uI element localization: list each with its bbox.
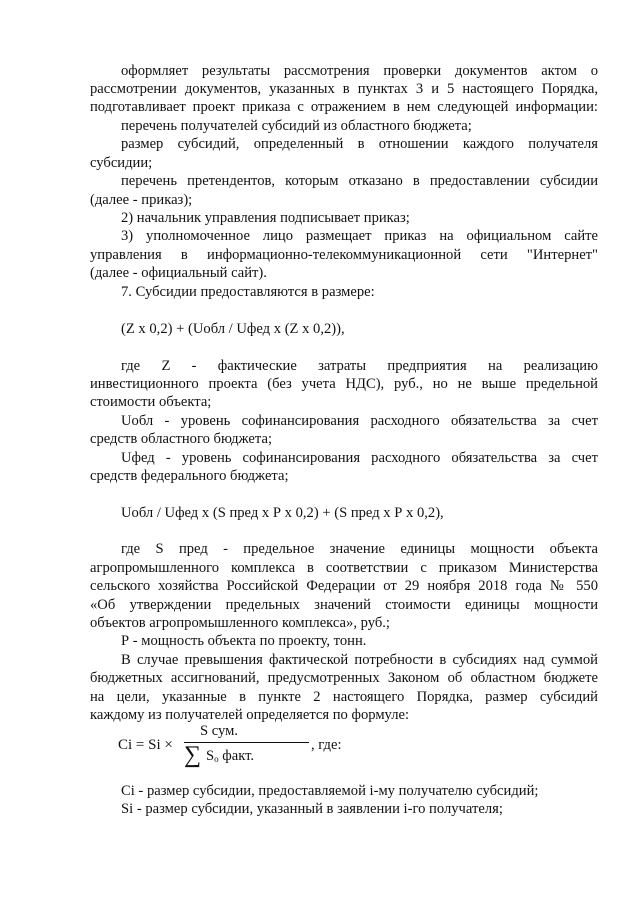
text-line: каждому из получателей определяется по формуле:: [90, 707, 410, 723]
text-line: субсидии;: [90, 155, 153, 171]
formula-line: (Z х 0,2) + (Uобл / Uфед х (Z х 0,2)),: [121, 321, 345, 337]
text-line: где S пред - предельное значение единицы мощности объекта: [121, 541, 598, 557]
formula-tail: , где:: [311, 737, 342, 753]
fraction-formula: [118, 722, 418, 772]
text-line: управления в информационно-телекоммуникационной сети "Интернет": [90, 247, 598, 263]
text-line: 2) начальник управления подписывает приказ;: [121, 210, 410, 226]
formula-denominator: Sо факт.: [206, 748, 255, 764]
text-line: Uобл - уровень софинансирования расходного обязательства за счет: [121, 413, 598, 429]
text-line: Ci - размер субсидии, предоставляемой i-му получателю субсидий;: [121, 783, 539, 799]
text-line: рассмотрении документов, указанных в пунктах 3 и 5 настоящего Порядка,: [90, 81, 598, 97]
text-line: объектов агропромышленного комплекса», руб.;: [90, 615, 390, 631]
text-line: 3) уполномоченное лицо размещает приказ на официальном сайте: [121, 228, 598, 244]
text-line: перечень получателей субсидий из областного бюджета;: [121, 118, 472, 134]
text-line: (далее - официальный сайт).: [90, 265, 267, 281]
text-line: «Об утверждении предельных значений стоимости единицы мощности: [90, 597, 598, 613]
text-line: Si - размер субсидии, указанный в заявлении i-го получателя;: [121, 801, 503, 817]
text-line: стоимости объекта;: [90, 394, 212, 410]
text-line: инвестиционного проекта (без учета НДС), руб., но не выше предельной: [90, 376, 598, 392]
text-line: средств областного бюджета;: [90, 431, 272, 447]
text-line: средств федерального бюджета;: [90, 468, 289, 484]
text-line: размер субсидий, определенный в отношении каждого получателя: [121, 136, 598, 152]
formula-numerator: S сум.: [200, 723, 239, 739]
text-line: где Z - фактические затраты предприятия на реализацию: [121, 358, 598, 374]
text-line: Uфед - уровень софинансирования расходного обязательства за счет: [121, 450, 598, 466]
text-line: сельского хозяйства Российской Федерации от 29 ноября 2018 года № 550: [90, 578, 598, 594]
text-line: перечень претендентов, которым отказано в предоставлении субсидии: [121, 173, 598, 189]
text-line: подготавливает проект приказа с отражением в нем следующей информации:: [90, 99, 598, 115]
formula-line: Uобл / Uфед х (S пред х Р х 0,2) + (S пред х Р х 0,2),: [121, 505, 444, 521]
formula-left: Ci = Si ×: [118, 737, 173, 753]
text-line: агропромышленного комплекса в соответствии с приказом Министерства: [90, 560, 598, 576]
text-line: на цели, указанные в пункте 2 настоящего Порядка, размер субсидий: [90, 689, 598, 705]
text-line: В случае превышения фактической потребности в субсидиях над суммой: [121, 652, 598, 668]
fraction-bar: [184, 742, 309, 743]
text-line: Р - мощность объекта по проекту, тонн.: [121, 633, 367, 649]
sum-sign: ∑: [184, 742, 202, 768]
text-line: (далее - приказ);: [90, 192, 193, 208]
text-line: бюджетных ассигнований, предусмотренных Законом об областном бюджете: [90, 670, 598, 686]
text-line: оформляет результаты рассмотрения проверки документов актом о: [121, 63, 598, 79]
text-line: 7. Субсидии предоставляются в размере:: [121, 284, 375, 300]
